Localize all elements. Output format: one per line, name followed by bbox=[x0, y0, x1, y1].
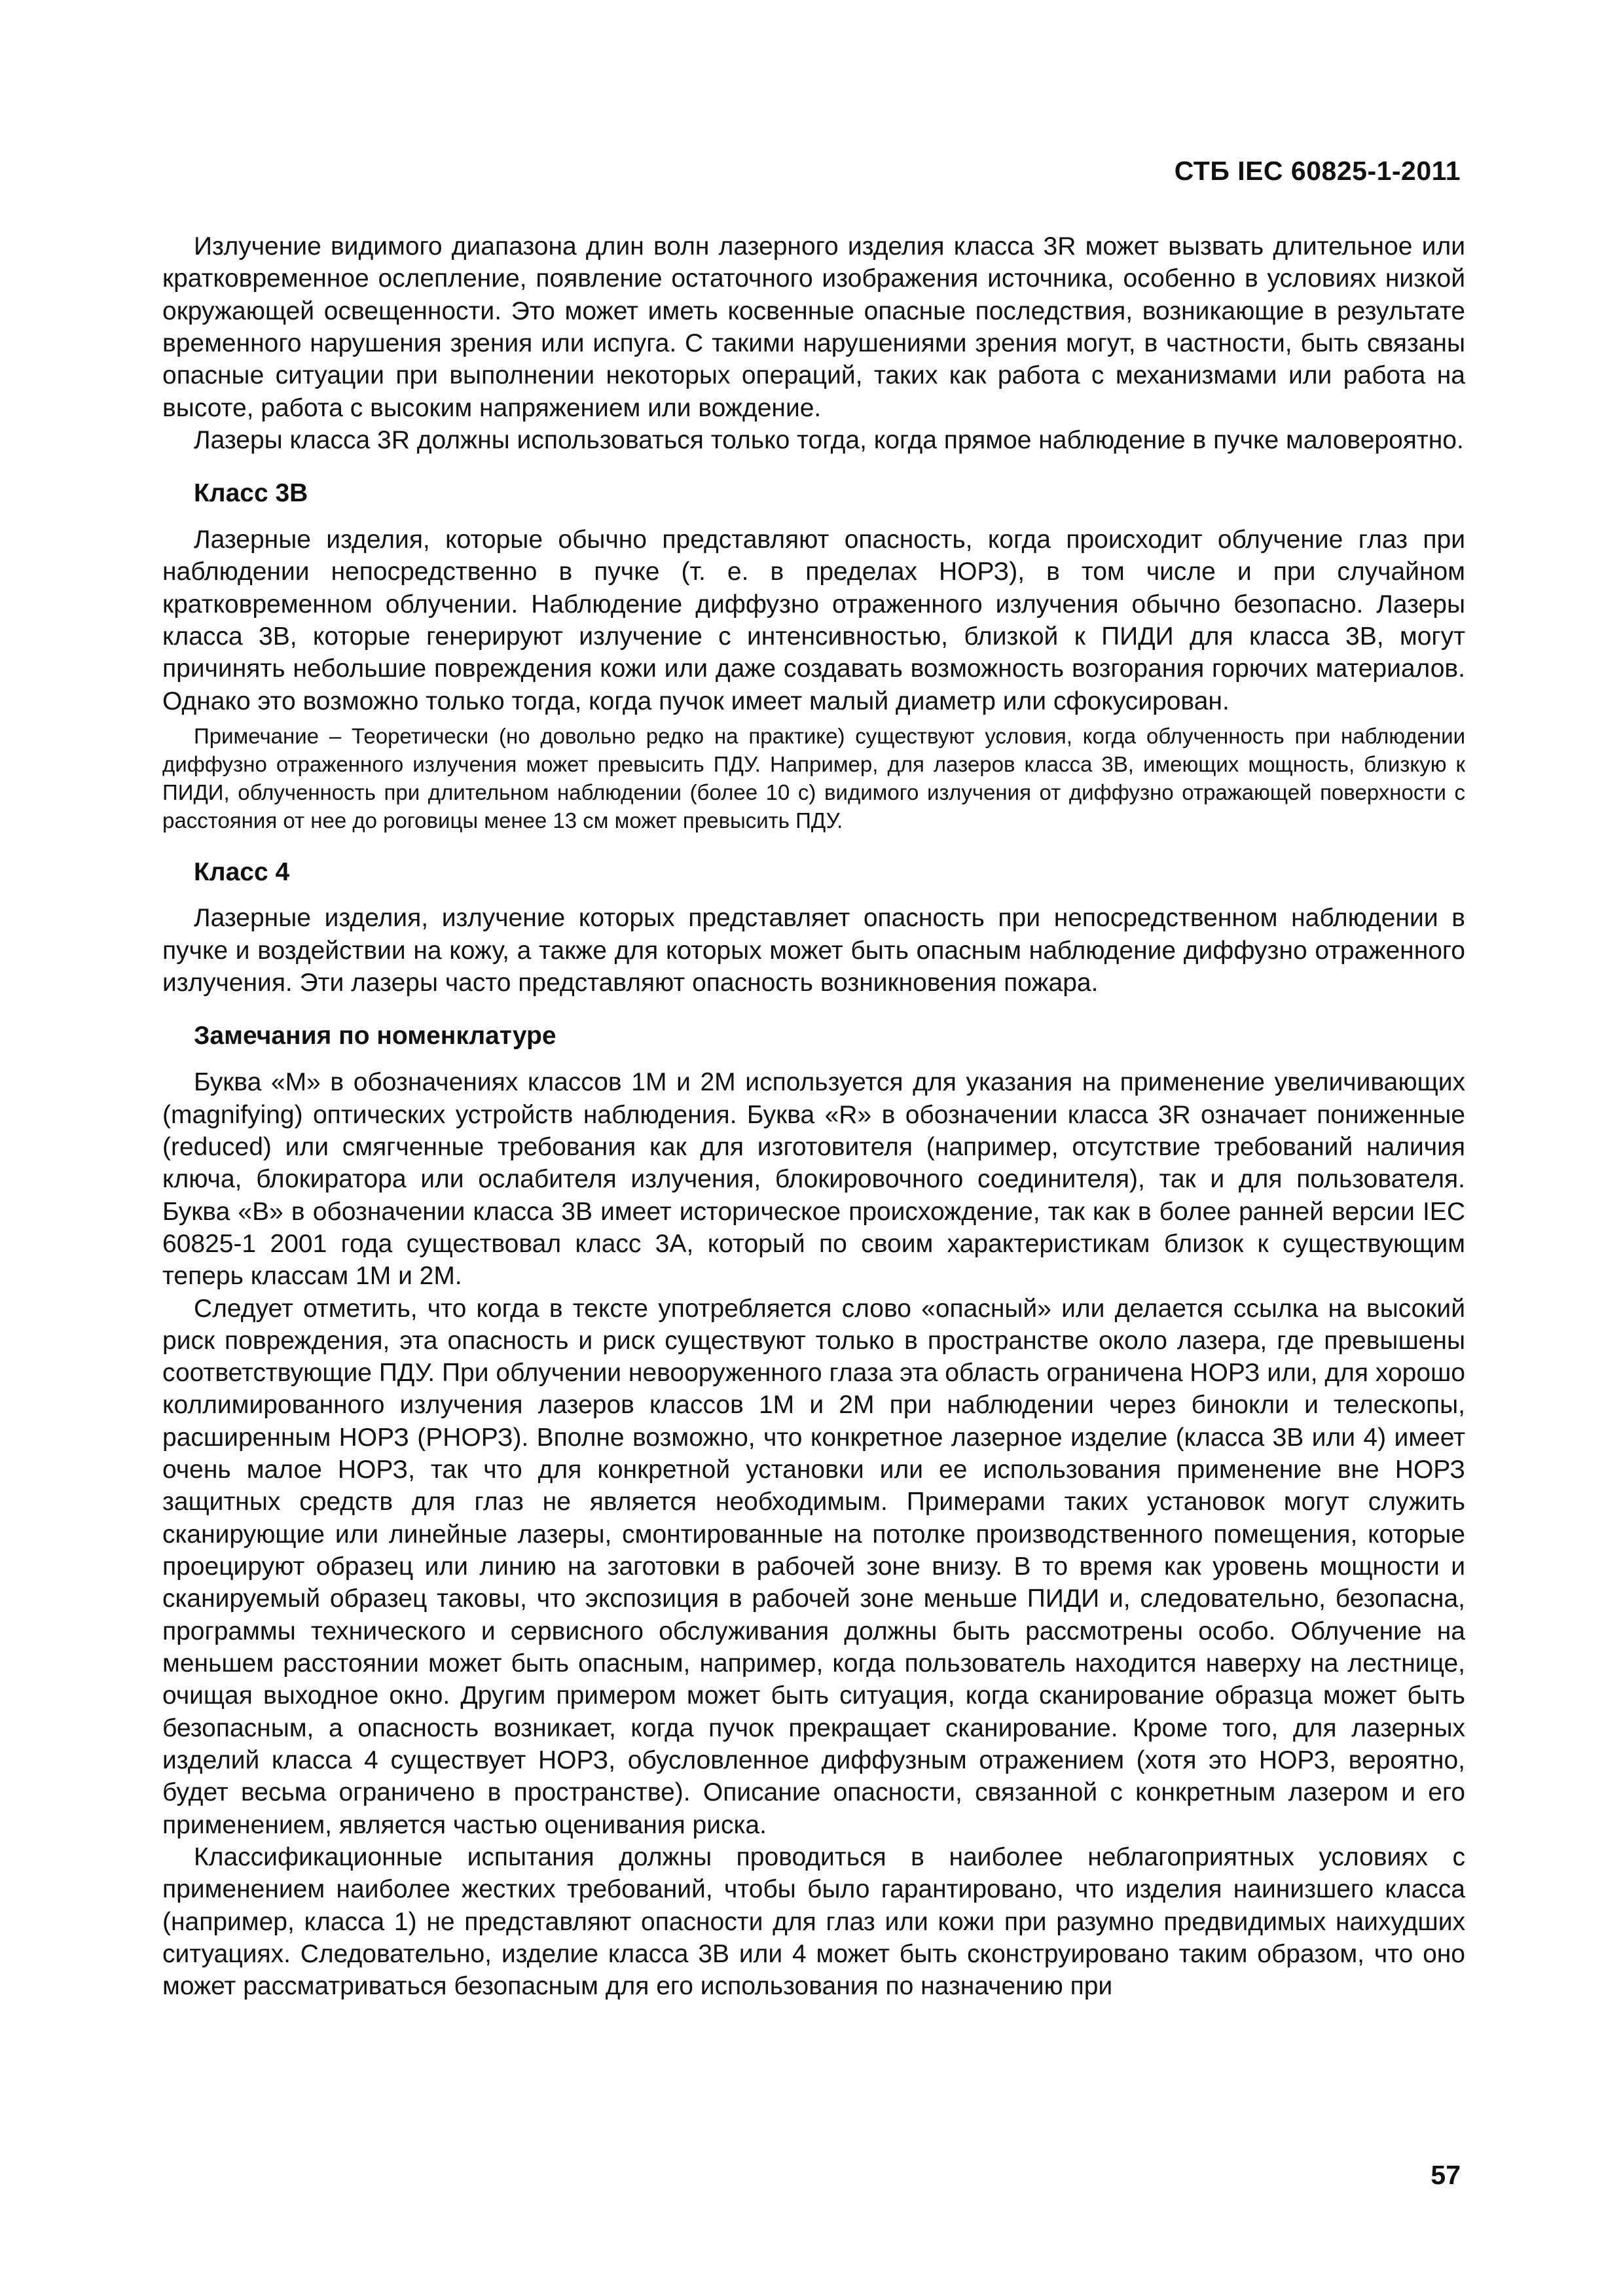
paragraph-class3r-dazzle: Излучение видимого диапазона длин волн лазерного изделия класса 3R может вызвать длительное или кратковременное ослепление, появление остаточного изображения источника, особенно в условиях низкой окружающей освещенности. Это может иметь косвенные опасные последствия, возникающие в результате временного нарушения зрения или испуга. С такими нарушениями зрения могут, в частности, быть связаны опасные ситуации при выполнении некоторых операций, таких как работа с механизмами или работа на высоте, работа с высоким напряжением или вождение. bbox=[162, 232, 1465, 422]
paragraph-class-4: Лазерные изделия, излучение которых представляет опасность при непосредственном наблюдении в пучке и воздействии на кожу, а также для которых может быть опасным наблюдение диффузно отраженного излучения. Эти лазеры часто представляют опасность возникновения пожара. bbox=[162, 904, 1465, 997]
paragraph-hazard-zone: Следует отметить, что когда в тексте употребляется слово «опасный» или делается ссылка на высокий риск повреждения, эта опасность и риск существуют только в пространстве около лазера, где превышены соответствующие ПДУ. При облучении невооруженного глаза эта область ограничена НОРЗ или, для хорошо коллимированного излучения лазеров классов 1М и 2М при наблюдении через бинокли и телескопы, расширенным НОРЗ (РНОРЗ). Вполне возможно, что конкретное лазерное изделие (класса 3В или 4) имеет очень малое НОРЗ, так что для конкретной установки или ее использования применение вне НОРЗ защитных средств для глаз не является необходимым. Примерами таких установок могут служить сканирующие или линейные лазеры, смонтированные на потолке производственного помещения, которые проецируют образец или линию на заготовки в рабочей зоне внизу. В то время как уровень мощности и сканируемый образец таковы, что экспозиция в рабочей зоне меньше ПИДИ и, следовательно, безопасна, программы технического и сервисного обслуживания должны быть рассмотрены особо. Облучение на меньшем расстоянии может быть опасным, например, когда пользователь находится наверху на лестнице, очищая выходное окно. Другим примером может быть ситуация, когда сканирование образца может быть безопасным, а опасность возникает, когда пучок прекращает сканирование. Кроме того, для лазерных изделий класса 4 существует НОРЗ, обусловленное диффузным отражением (хотя это НОРЗ, вероятно, будет весьма ограничено в пространстве). Описание опасности, связанной с конкретным лазером и его применением, является частью оценивания риска. bbox=[162, 1294, 1465, 1839]
paragraph-classification-tests: Классификационные испытания должны проводиться в наиболее неблагоприятных условиях с применением наиболее жестких требований, чтобы было гарантировано, что изделия наинизшего класса (например, класса 1) не представляют опасности для глаз или кожи при разумно предвидимых наихудших ситуациях. Следовательно, изделие класса 3В или 4 может быть сконструировано таким образом, что оно может рассматриваться безопасным для его использования по назначению при bbox=[162, 1843, 1465, 2001]
heading-class-3b: Класс 3В bbox=[194, 479, 308, 508]
paragraph-nomenclature-letters: Буква «М» в обозначениях классов 1М и 2М используется для указания на применение увеличивающих (magnifying) оптических устройств наблюдения. Буква «R» в обозначении класса 3R означает пониженные (reduced) или смягченные требования как для изготовителя (например, отсутствие требований наличия ключа, блокиратора или ослабителя излучения, блокировочного соединителя), так и для пользователя. Буква «В» в обозначении класса 3В имеет историческое происхождение, так как в более ранней версии IEC 60825-1 2001 года существовал класс 3А, который по своим характеристикам близок к существующим теперь классам 1М и 2М. bbox=[162, 1068, 1465, 1291]
heading-class-4: Класс 4 bbox=[194, 857, 290, 886]
document-code-header: СТБ IEC 60825-1-2011 bbox=[1174, 156, 1461, 186]
page-body bbox=[162, 230, 1465, 2003]
note-class-3b: Примечание – Теоретически (но довольно редко на практике) существуют условия, когда облученность при наблюдении диффузно отраженного излучения может превысить ПДУ. Например, для лазеров класса 3В, имеющих мощность, близкую к ПИДИ, облученность при длительном наблюдении (более 10 с) видимого излучения от диффузно отражающей поверхности с расстояния от нее до роговицы менее 13 см может превысить ПДУ. bbox=[162, 724, 1465, 833]
heading-nomenclature: Замечания по номенклатуре bbox=[194, 1022, 556, 1050]
paragraph-class3r-usage: Лазеры класса 3R должны использоваться только тогда, когда прямое наблюдение в пучке маловероятно. bbox=[194, 425, 1464, 454]
page-number: 57 bbox=[1431, 2160, 1461, 2190]
paragraph-class-3b: Лазерные изделия, которые обычно представляют опасность, когда происходит облучение глаз при наблюдении непосредственно в пучке (т. е. в пределах НОРЗ), в том числе и при случайном кратковременном облучении. Наблюдение диффузно отраженного излучения обычно безопасно. Лазеры класса 3В, которые генерируют излучение с интенсивностью, близкой к ПИДИ для класса 3В, могут причинять небольшие повреждения кожи или даже создавать возможность возгорания горючих материалов. Однако это возможно только тогда, когда пучок имеет малый диаметр или сфокусирован. bbox=[162, 526, 1465, 715]
